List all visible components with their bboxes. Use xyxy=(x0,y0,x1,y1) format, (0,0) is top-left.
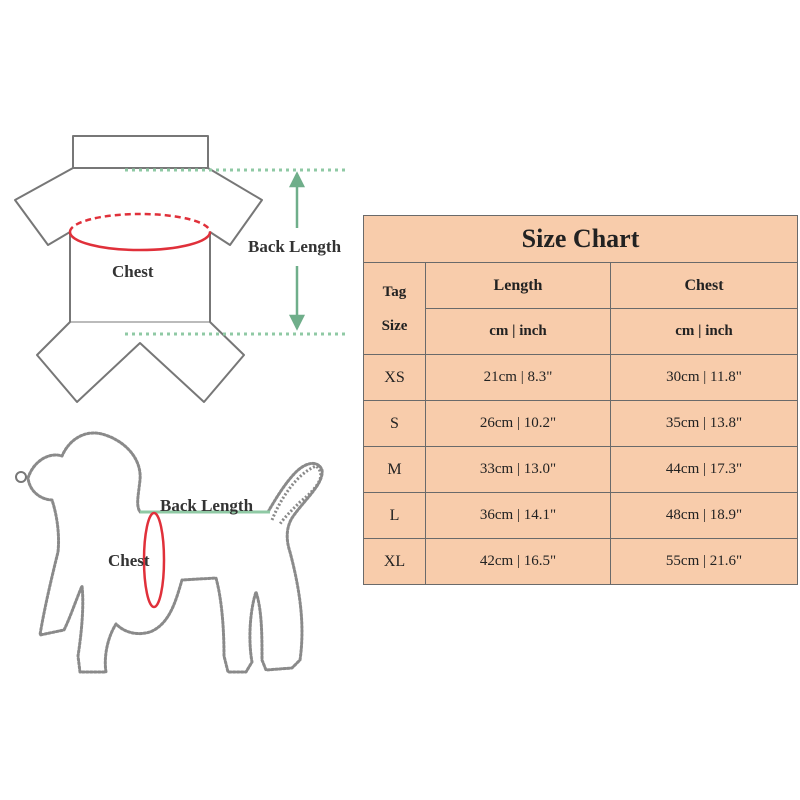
row-length: 36cm | 14.1" xyxy=(426,493,611,539)
row-tag: M xyxy=(364,447,426,493)
table-row xyxy=(364,493,798,539)
length-unit-header: cm | inch xyxy=(426,309,611,355)
dog-chest-label: Chest xyxy=(108,551,150,570)
dog-back-length-label: Back Length xyxy=(160,496,254,515)
chest-header: Chest xyxy=(611,263,798,309)
row-tag: XL xyxy=(364,539,426,585)
row-chest: 30cm | 11.8" xyxy=(611,355,798,401)
garment-chest-label: Chest xyxy=(112,262,154,281)
dog-nose-icon xyxy=(16,472,26,482)
table-row xyxy=(364,355,798,401)
row-chest: 44cm | 17.3" xyxy=(611,447,798,493)
row-length: 21cm | 8.3" xyxy=(426,355,611,401)
table-row xyxy=(364,401,798,447)
length-header: Length xyxy=(426,263,611,309)
row-length: 42cm | 16.5" xyxy=(426,539,611,585)
row-tag: XS xyxy=(364,355,426,401)
row-tag: S xyxy=(364,401,426,447)
table-row xyxy=(364,539,798,585)
row-length: 33cm | 13.0" xyxy=(426,447,611,493)
tag-size-header-line2: Size xyxy=(381,317,408,334)
row-length: 26cm | 10.2" xyxy=(426,401,611,447)
tag-size-header xyxy=(364,263,426,355)
table-row xyxy=(364,447,798,493)
size-chart-title: Size Chart xyxy=(364,216,798,263)
chest-unit-header: cm | inch xyxy=(611,309,798,355)
row-chest: 55cm | 21.6" xyxy=(611,539,798,585)
row-tag: L xyxy=(364,493,426,539)
tag-size-header-line1: Tag xyxy=(382,283,407,300)
row-chest: 48cm | 18.9" xyxy=(611,493,798,539)
dog-outline xyxy=(28,433,322,672)
size-chart-table xyxy=(363,215,798,585)
garment-back-length-label: Back Length xyxy=(248,237,342,256)
row-chest: 35cm | 13.8" xyxy=(611,401,798,447)
